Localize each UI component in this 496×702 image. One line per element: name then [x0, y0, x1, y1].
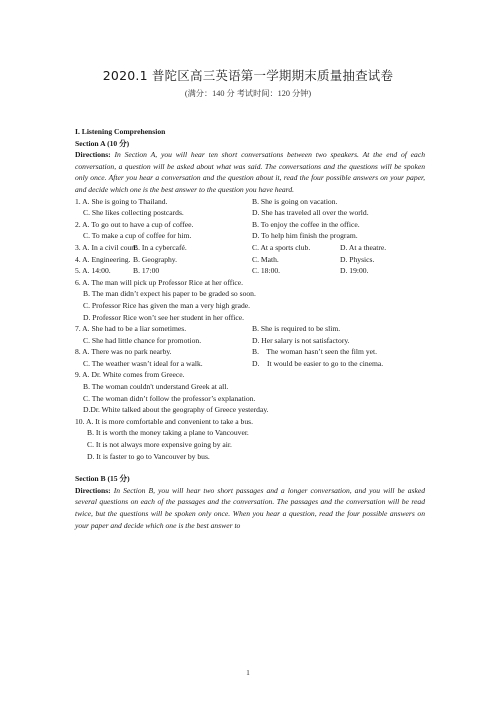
page-number: 1 — [246, 669, 250, 677]
question-option: C. Professor Rice has given the man a very high grade. — [83, 300, 251, 310]
option: B. To enjoy the coffee in the office. — [252, 219, 360, 229]
question-row — [75, 335, 425, 347]
option: 7. A. She had to be a liar sometimes. — [75, 324, 187, 334]
option: D. Her salary is not satisfactory. — [252, 335, 350, 345]
option: C. The weather wasn’t ideal for a walk. — [83, 358, 203, 368]
option: 1. A. She is going to Thailand. — [75, 196, 168, 206]
section-a-directions — [75, 149, 425, 195]
option: 8. A. There was no park nearby. — [75, 347, 172, 357]
option: C. Math. — [252, 254, 279, 264]
section-b-directions — [75, 485, 425, 531]
option: D. To help him finish the program. — [252, 231, 358, 241]
question-row — [75, 265, 425, 277]
option: C. 18:00. — [252, 266, 281, 276]
directions-label: Directions: — [75, 485, 111, 495]
exam-subtitle: (满分：140 分 考试时间：120 分钟) — [184, 89, 312, 98]
option: D. It would be easier to go to the cinema. — [252, 358, 384, 368]
option: B. 17:00 — [133, 266, 160, 276]
option: C. To make a cup of coffee for him. — [83, 231, 192, 241]
question-row — [75, 207, 425, 219]
question-row — [75, 254, 425, 266]
question-option: 6. A. The man will pick up Professor Rice at her office. — [75, 277, 244, 287]
question-row — [75, 242, 425, 254]
option: C. At a sports club. — [252, 242, 311, 252]
spacer — [75, 462, 425, 473]
question-option: D. Professor Rice won’t see her student in her office. — [83, 312, 245, 322]
option: D. She has traveled all over the world. — [252, 208, 369, 218]
option: D. At a theatre. — [340, 242, 387, 252]
option: B. She is required to be slim. — [252, 324, 341, 334]
option: D. 19:00. — [340, 266, 369, 276]
directions-label: Directions: — [75, 150, 111, 160]
option: C. She likes collecting postcards. — [83, 208, 184, 218]
option: B. In a cybercafé. — [133, 242, 187, 252]
option: D. Physics. — [340, 254, 375, 264]
exam-content — [75, 126, 425, 531]
question-row — [75, 230, 425, 242]
question-row — [75, 219, 425, 231]
question-option: B. It is worth the money taking a plane to Vancouver. — [87, 428, 249, 438]
directions-text: In Section B, you will hear two short passages and a longer conversation, and you will be asked several questions on each of the passages and the conversation. The passages and the conversation will be read twice, but the questions will be spoken only once. When you hear a question, read the four possible answers on your paper and decide which one is the best answer to — [75, 485, 425, 530]
question-option: C. It is not always more expensive going by air. — [87, 440, 232, 450]
question-option: B. The man didn’t expect his paper to be graded so soon. — [83, 289, 256, 299]
option: 4. A. Engineering. — [75, 254, 131, 264]
section-a-heading: Section A (10 分) — [75, 138, 130, 148]
option: C. She had little chance for promotion. — [83, 335, 202, 345]
option: 5. A. 14:00. — [75, 266, 111, 276]
question-option: D.Dr. White talked about the geography of Greece yesterday. — [83, 405, 269, 415]
option: 3. A. In a civil court. — [75, 242, 138, 252]
question-option: B. The woman couldn't understand Greek at all. — [83, 382, 229, 392]
option: B. The woman hasn’t seen the film yet. — [252, 347, 377, 357]
section-b-heading: Section B (15 分) — [75, 474, 130, 484]
exam-title: 2020.1 普陀区高三英语第一学期期末质量抽查试卷 — [102, 68, 394, 83]
question-row — [75, 196, 425, 208]
question-row — [75, 346, 425, 358]
question-row — [75, 323, 425, 335]
option: B. She is going on vacation. — [252, 196, 338, 206]
option: 2. A. To go out to have a cup of coffee. — [75, 219, 194, 229]
option: B. Geography. — [133, 254, 178, 264]
directions-text: In Section A, you will hear ten short conversations between two speakers. At the end of each conversation, a question will be asked about what was said. The conversations and the questions will be spoken only once. After you hear a conversation and the question about it, read the four possible answers on your paper, and decide which one is the best answer to the question you have heard. — [75, 150, 425, 194]
question-option: D. It is faster to go to Vancouver by bus. — [87, 451, 210, 461]
question-option: 10. A. It is more comfortable and convenient to take a bus. — [75, 416, 253, 426]
question-option: C. The woman didn’t follow the professor’s explanation. — [83, 393, 256, 403]
question-option: 9. A. Dr. White comes from Greece. — [75, 370, 185, 380]
question-row — [75, 358, 425, 370]
part-heading: I. Listening Comprehension — [75, 127, 166, 136]
